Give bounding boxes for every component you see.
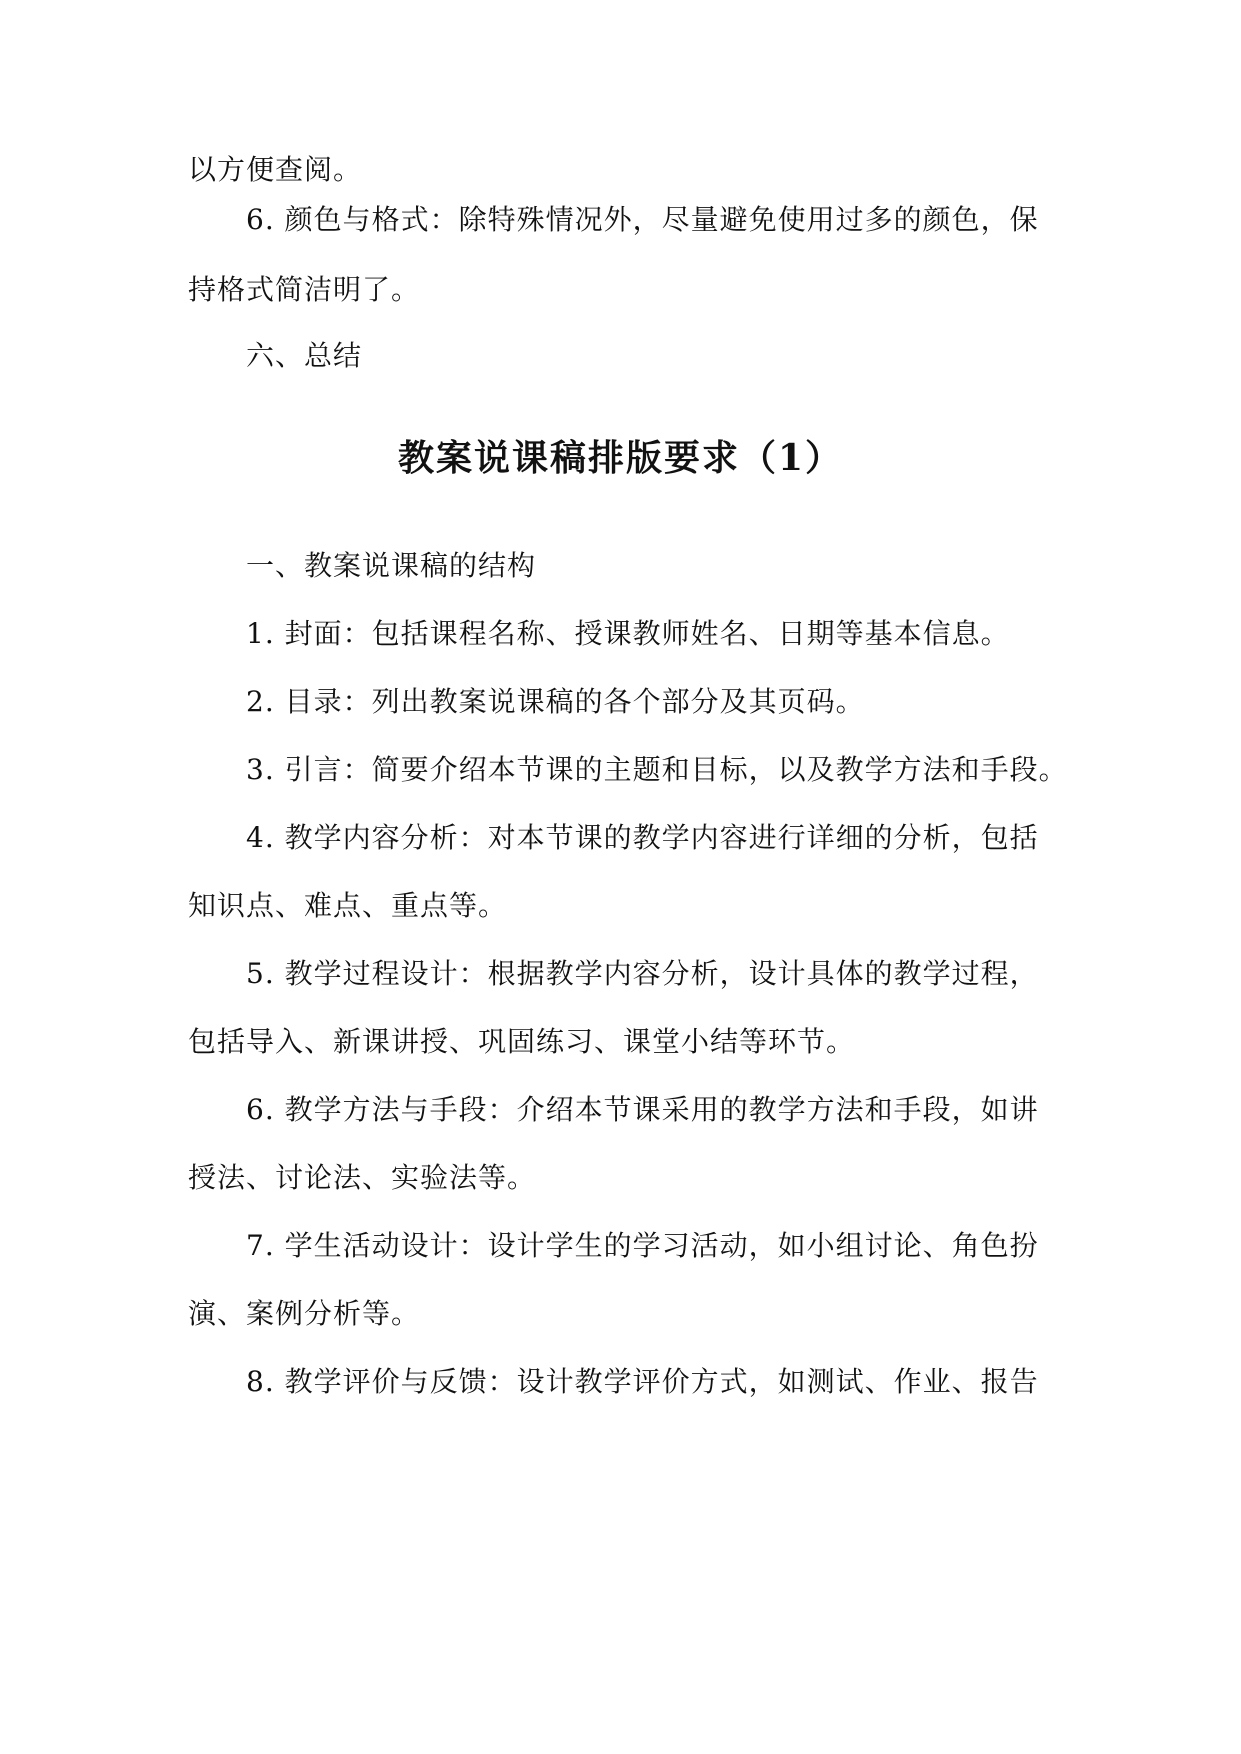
list-item: 4. 教学内容分析：对本节课的教学内容进行详细的分析，包括 (246, 821, 1039, 854)
paragraph-line: 持格式简洁明了。 (188, 273, 421, 306)
list-item: 8. 教学评价与反馈：设计教学评价方式，如测试、作业、报告 (246, 1365, 1039, 1398)
paragraph-line: 6. 颜色与格式：除特殊情况外，尽量避免使用过多的颜色，保 (246, 203, 1039, 236)
list-item-continuation: 授法、讨论法、实验法等。 (188, 1161, 537, 1194)
list-item: 7. 学生活动设计：设计学生的学习活动，如小组讨论、角色扮 (246, 1229, 1039, 1262)
list-item-continuation: 知识点、难点、重点等。 (188, 889, 508, 922)
document-title: 教案说课稿排版要求（1） (397, 437, 844, 479)
section-heading: 六、总结 (246, 339, 363, 372)
paragraph-line: 以方便查阅。 (188, 153, 363, 186)
list-item-continuation: 包括导入、新课讲授、巩固练习、课堂小结等环节。 (188, 1025, 856, 1058)
list-item: 1. 封面：包括课程名称、授课教师姓名、日期等基本信息。 (246, 617, 1010, 650)
list-item: 2. 目录：列出教案说课稿的各个部分及其页码。 (246, 685, 865, 718)
list-item: 5. 教学过程设计：根据教学内容分析，设计具体的教学过程， (246, 957, 1039, 990)
section-heading: 一、教案说课稿的结构 (246, 549, 537, 582)
list-item: 6. 教学方法与手段：介绍本节课采用的教学方法和手段，如讲 (246, 1093, 1039, 1126)
list-item-continuation: 演、案例分析等。 (188, 1297, 421, 1330)
list-item: 3. 引言：简要介绍本节课的主题和目标，以及教学方法和手段。 (246, 753, 1068, 786)
